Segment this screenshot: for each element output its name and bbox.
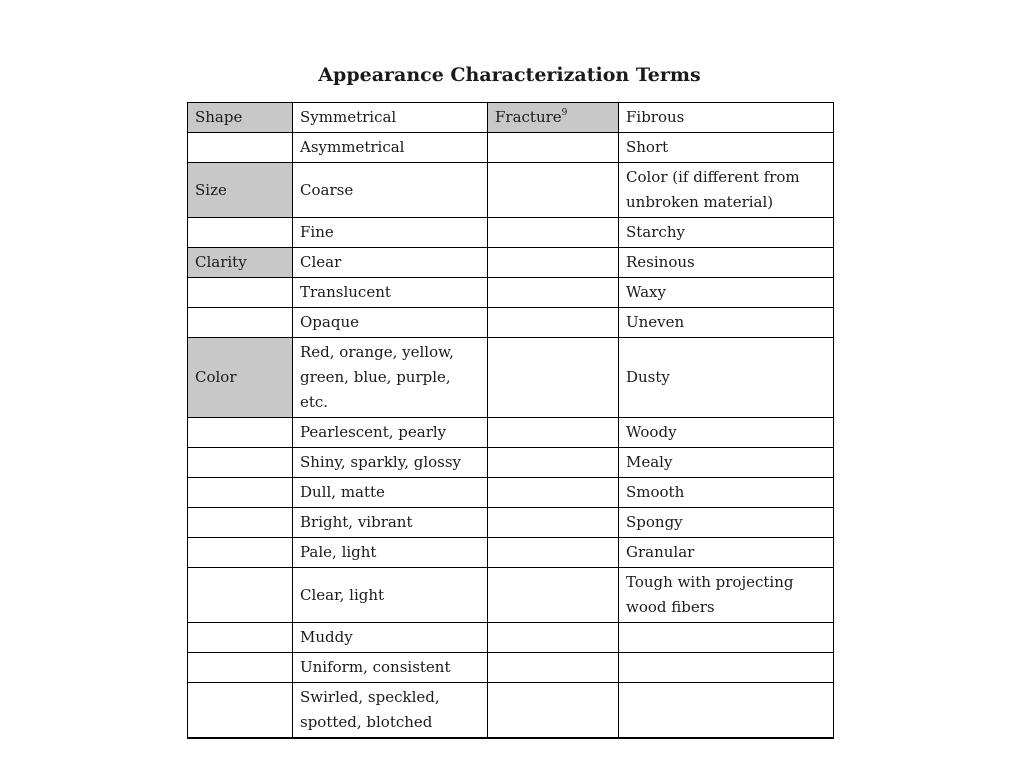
table-row [188, 418, 834, 448]
term-cell: Swirled, speckled, spotted, blotched [293, 683, 488, 739]
empty-cell [488, 278, 619, 308]
fracture-term-cell: Fibrous [619, 103, 834, 133]
table-row [188, 538, 834, 568]
table-row [188, 653, 834, 683]
term-cell: Pearlescent, pearly [293, 418, 488, 448]
term-cell: Symmetrical [293, 103, 488, 133]
category-cell-size: Size [188, 163, 293, 218]
empty-cell [488, 308, 619, 338]
category-cell [188, 308, 293, 338]
table-row [188, 248, 834, 278]
fracture-header-cell [488, 103, 619, 133]
table-row [188, 133, 834, 163]
fracture-term-cell: Spongy [619, 508, 834, 538]
table-row [188, 508, 834, 538]
category-cell [188, 683, 293, 739]
category-cell [188, 623, 293, 653]
category-cell [188, 538, 293, 568]
category-cell [188, 278, 293, 308]
category-cell [188, 568, 293, 623]
fracture-term-cell: Smooth [619, 478, 834, 508]
page-title: Appearance Characterization Terms [318, 64, 701, 86]
term-cell: Dull, matte [293, 478, 488, 508]
empty-cell [488, 133, 619, 163]
table-row [188, 163, 834, 218]
term-cell: Clear, light [293, 568, 488, 623]
category-cell [188, 133, 293, 163]
empty-cell [488, 623, 619, 653]
fracture-term-cell: Mealy [619, 448, 834, 478]
empty-cell [488, 248, 619, 278]
fracture-term-cell: Dusty [619, 338, 834, 418]
term-cell: Red, orange, yellow, green, blue, purple, etc. [293, 338, 488, 418]
table-row [188, 103, 834, 133]
category-cell [188, 418, 293, 448]
term-cell: Asymmetrical [293, 133, 488, 163]
empty-cell [488, 418, 619, 448]
empty-cell [488, 508, 619, 538]
term-cell: Bright, vibrant [293, 508, 488, 538]
empty-cell [488, 538, 619, 568]
category-cell-shape: Shape [188, 103, 293, 133]
category-cell [188, 448, 293, 478]
empty-cell [488, 653, 619, 683]
term-cell: Clear [293, 248, 488, 278]
table-row [188, 568, 834, 623]
fracture-term-cell: Starchy [619, 218, 834, 248]
term-cell: Muddy [293, 623, 488, 653]
empty-cell [488, 448, 619, 478]
fracture-term-cell: Color (if different from unbroken material) [619, 163, 834, 218]
empty-cell [488, 338, 619, 418]
fracture-term-cell [619, 653, 834, 683]
fracture-header-label: Fracture [495, 108, 562, 126]
fracture-term-cell: Woody [619, 418, 834, 448]
fracture-term-cell [619, 683, 834, 739]
fracture-term-cell [619, 623, 834, 653]
empty-cell [488, 218, 619, 248]
table-row [188, 308, 834, 338]
fracture-term-cell: Waxy [619, 278, 834, 308]
table-row [188, 623, 834, 653]
table-row [188, 478, 834, 508]
category-cell-color: Color [188, 338, 293, 418]
category-cell-clarity: Clarity [188, 248, 293, 278]
category-cell [188, 218, 293, 248]
category-cell [188, 478, 293, 508]
fracture-term-cell: Granular [619, 538, 834, 568]
term-cell: Opaque [293, 308, 488, 338]
table-row [188, 683, 834, 739]
table-row [188, 278, 834, 308]
table-row [188, 218, 834, 248]
empty-cell [488, 163, 619, 218]
fracture-term-cell: Short [619, 133, 834, 163]
empty-cell [488, 683, 619, 739]
fracture-term-cell: Resinous [619, 248, 834, 278]
category-cell [188, 653, 293, 683]
appearance-terms-table [187, 102, 834, 739]
category-cell [188, 508, 293, 538]
term-cell: Pale, light [293, 538, 488, 568]
term-cell: Uniform, consistent [293, 653, 488, 683]
fracture-term-cell: Uneven [619, 308, 834, 338]
table-row [188, 338, 834, 418]
empty-cell [488, 568, 619, 623]
term-cell: Shiny, sparkly, glossy [293, 448, 488, 478]
term-cell: Translucent [293, 278, 488, 308]
footnote-marker: 9 [561, 108, 568, 118]
fracture-term-cell: Tough with projecting wood fibers [619, 568, 834, 623]
term-cell: Fine [293, 218, 488, 248]
table-row [188, 448, 834, 478]
empty-cell [488, 478, 619, 508]
term-cell: Coarse [293, 163, 488, 218]
